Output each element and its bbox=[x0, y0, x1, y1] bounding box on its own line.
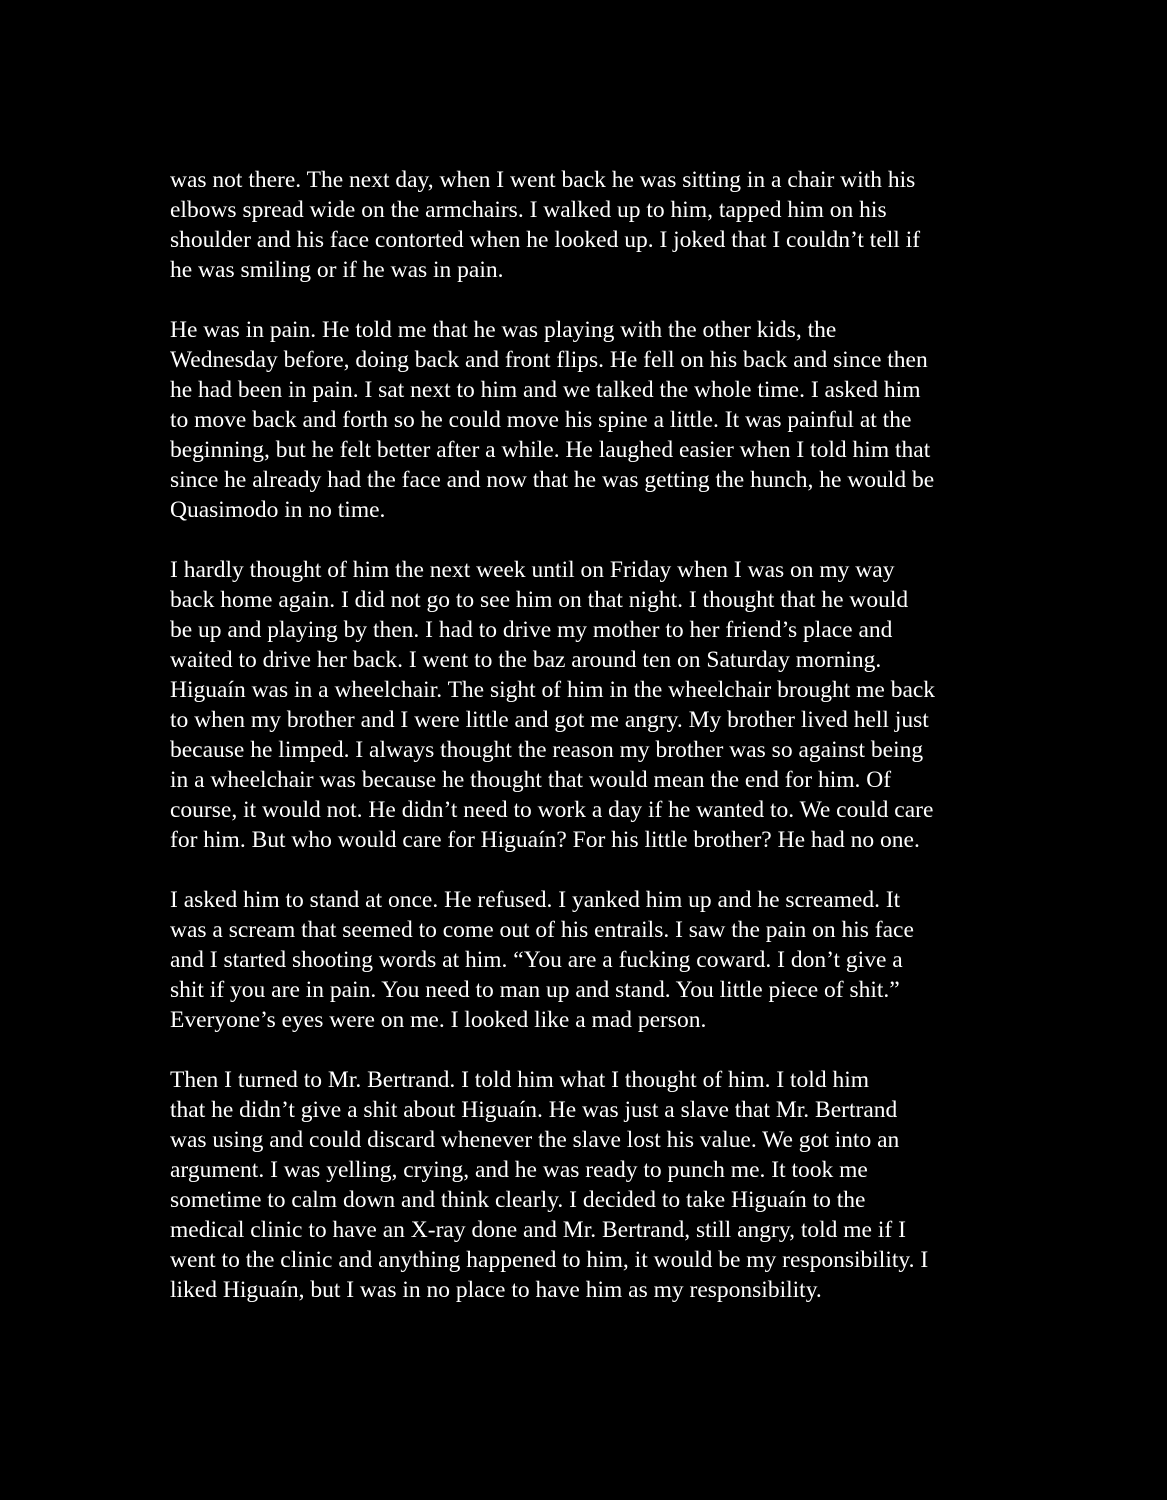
text-line: he had been in pain. I sat next to him and we talked the whole time. I asked him bbox=[170, 377, 921, 403]
paragraph-1 bbox=[170, 165, 1010, 285]
text-line: Everyone’s eyes were on me. I looked like a mad person. bbox=[170, 1007, 707, 1033]
body-text bbox=[170, 165, 1010, 1305]
text-line: for him. But who would care for Higuaín? For his little brother? He had no one. bbox=[170, 827, 920, 853]
paragraph-gap bbox=[170, 285, 1010, 315]
text-line: I asked him to stand at once. He refused. I yanked him up and he screamed. It bbox=[170, 887, 901, 913]
text-line: Quasimodo in no time. bbox=[170, 497, 386, 523]
text-line: was using and could discard whenever the slave lost his value. We got into an bbox=[170, 1127, 900, 1153]
text-line: in a wheelchair was because he thought that would mean the end for him. Of bbox=[170, 767, 892, 793]
text-line: waited to drive her back. I went to the baz around ten on Saturday morning. bbox=[170, 647, 882, 673]
paragraph-gap bbox=[170, 1035, 1010, 1065]
text-line: medical clinic to have an X-ray done and Mr. Bertrand, still angry, told me if I bbox=[170, 1217, 906, 1243]
text-line: Wednesday before, doing back and front flips. He fell on his back and since then bbox=[170, 347, 928, 373]
text-line: argument. I was yelling, crying, and he was ready to punch me. It took me bbox=[170, 1157, 868, 1183]
paragraph-gap bbox=[170, 855, 1010, 885]
text-line: was not there. The next day, when I went back he was sitting in a chair with his bbox=[170, 167, 916, 193]
text-line: since he already had the face and now that he was getting the hunch, he would be bbox=[170, 467, 935, 493]
text-line: to when my brother and I were little and got me angry. My brother lived hell just bbox=[170, 707, 929, 733]
text-line: sometime to calm down and think clearly. I decided to take Higuaín to the bbox=[170, 1187, 866, 1213]
paragraph-2 bbox=[170, 315, 1010, 525]
text-line: shoulder and his face contorted when he looked up. I joked that I couldn’t tell if bbox=[170, 227, 921, 253]
text-line: because he limped. I always thought the reason my brother was so against being bbox=[170, 737, 924, 763]
text-line: went to the clinic and anything happened to him, it would be my responsibility. I bbox=[170, 1247, 929, 1273]
text-line: that he didn’t give a shit about Higuaín. He was just a slave that Mr. Bertrand bbox=[170, 1097, 898, 1123]
paragraph-3 bbox=[170, 555, 1010, 855]
text-line: he was smiling or if he was in pain. bbox=[170, 257, 504, 283]
text-line: course, it would not. He didn’t need to work a day if he wanted to. We could care bbox=[170, 797, 934, 823]
text-line: beginning, but he felt better after a while. He laughed easier when I told him that bbox=[170, 437, 931, 463]
text-line: back home again. I did not go to see him on that night. I thought that he would bbox=[170, 587, 909, 613]
text-line: liked Higuaín, but I was in no place to have him as my responsibility. bbox=[170, 1277, 822, 1303]
text-line: I hardly thought of him the next week until on Friday when I was on my way bbox=[170, 557, 895, 583]
text-line: He was in pain. He told me that he was playing with the other kids, the bbox=[170, 317, 837, 343]
text-line: shit if you are in pain. You need to man up and stand. You little piece of shit.” bbox=[170, 977, 900, 1003]
text-line: elbows spread wide on the armchairs. I walked up to him, tapped him on his bbox=[170, 197, 887, 223]
paragraph-4 bbox=[170, 885, 1010, 1035]
paragraph-gap bbox=[170, 525, 1010, 555]
text-line: Then I turned to Mr. Bertrand. I told him what I thought of him. I told him bbox=[170, 1067, 870, 1093]
paragraph-5 bbox=[170, 1065, 1010, 1305]
text-line: to move back and forth so he could move his spine a little. It was painful at the bbox=[170, 407, 912, 433]
text-line: Higuaín was in a wheelchair. The sight of him in the wheelchair brought me back bbox=[170, 677, 936, 703]
text-line: was a scream that seemed to come out of his entrails. I saw the pain on his face bbox=[170, 917, 914, 943]
text-line: be up and playing by then. I had to drive my mother to her friend’s place and bbox=[170, 617, 893, 643]
text-line: and I started shooting words at him. “You are a fucking coward. I don’t give a bbox=[170, 947, 903, 973]
